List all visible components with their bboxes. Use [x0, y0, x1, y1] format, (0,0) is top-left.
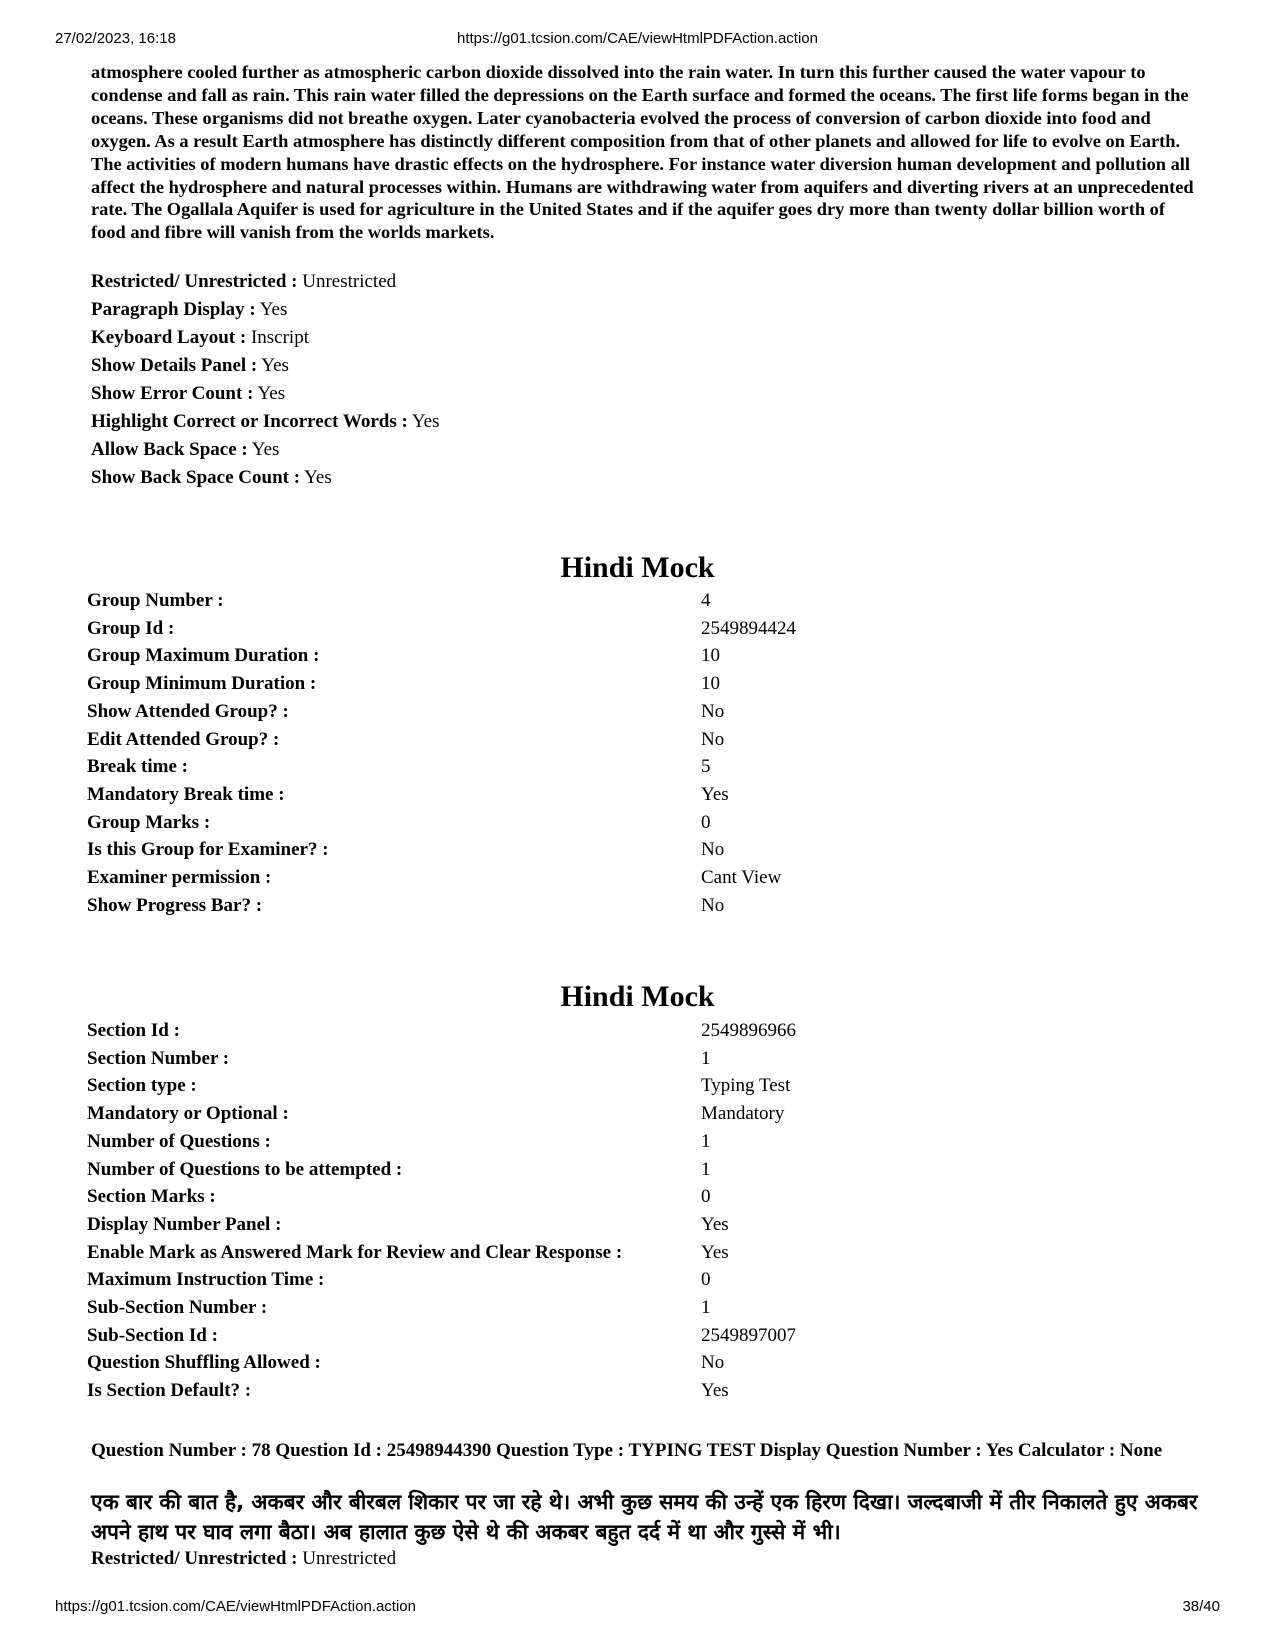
- row-value: Yes: [701, 1213, 729, 1235]
- setting-row: [91, 380, 440, 408]
- row-value: 0: [701, 811, 711, 833]
- row-label: Mandatory Break time :: [87, 783, 285, 805]
- row-label: Display Number Panel :: [87, 1213, 282, 1235]
- row-value: No: [701, 728, 725, 750]
- table-row: [87, 615, 796, 643]
- row-value: 0: [701, 1186, 711, 1208]
- print-datetime: 27/02/2023, 16:18: [55, 30, 176, 47]
- row-value: 2549897007: [701, 1324, 796, 1346]
- row-value: No: [701, 839, 725, 861]
- footer-url: https://g01.tcsion.com/CAE/viewHtmlPDFAction.action: [55, 1598, 416, 1615]
- passage-text: atmosphere cooled further as atmospheric carbon dioxide dissolved into the rain water. In turn this further caused the water vapour to condense and fall as rain. This rain water filled the depressions on the Earth surface and formed the oceans. The first life forms began in the oceans. These organisms did not breathe oxygen. Later cyanobacteria evolved the process of conversion of carbon dioxide into food and oxygen. As a result Earth atmosphere has distinctly different composition from that of other planets and allowed for life to evolve on Earth. The activities of modern humans have drastic effects on the hydrosphere. For instance water diversion human development and pollution all affect the hydrosphere and natural processes within. Humans are withdrawing water from aquifers and diverting rivers at an unprecedented rate. The Ogallala Aquifer is used for agriculture in the United States and if the aquifer goes dry more than twenty dollar billion worth of food and fibre will vanish from the worlds markets.: [91, 62, 1194, 243]
- table-row: [87, 1072, 796, 1100]
- row-value: 1: [701, 1130, 711, 1152]
- setting-row: [91, 268, 440, 296]
- table-row: [87, 642, 796, 670]
- setting-label: Show Error Count :: [91, 383, 254, 404]
- table-row: [87, 892, 796, 920]
- question-text: एक बार की बात है, अकबर और बीरबल शिकार पर जा रहे थे। अभी कुछ समय की उन्हें एक हिरण दिखा। जल्दबाजी में तीर निकालते हुए अकबर अपने हाथ पर घाव लगा बैठा। अब हालात कुछ ऐसे थे की अकबर बहुत दर्द में था और गुस्से में भी।: [91, 1490, 1198, 1544]
- setting-label: Show Back Space Count :: [91, 467, 301, 488]
- setting-value: Yes: [257, 383, 286, 404]
- setting-row: [91, 408, 440, 436]
- setting-value: Inscript: [250, 327, 309, 348]
- question-restricted-value: Unrestricted: [302, 1548, 397, 1569]
- setting-value: Yes: [411, 411, 440, 432]
- setting-value: Unrestricted: [302, 271, 397, 292]
- table-row: [87, 1211, 796, 1239]
- row-label: Break time :: [87, 756, 188, 778]
- table-row: [87, 1128, 796, 1156]
- setting-label: Allow Back Space :: [91, 439, 248, 460]
- table-row: [87, 1045, 796, 1073]
- question-restricted: [91, 1548, 396, 1570]
- setting-value: Yes: [251, 439, 280, 460]
- row-label: Section type :: [87, 1075, 197, 1097]
- section-title: Hindi Mock: [560, 980, 715, 1013]
- table-row: [87, 809, 796, 837]
- setting-value: Yes: [259, 299, 288, 320]
- row-label: Edit Attended Group? :: [87, 728, 280, 750]
- setting-value: Yes: [261, 355, 289, 376]
- table-row: [87, 1294, 796, 1322]
- table-row: [87, 587, 796, 615]
- setting-label: Paragraph Display :: [91, 299, 256, 320]
- row-value: Yes: [701, 1241, 729, 1263]
- group-table: [87, 587, 796, 919]
- row-label: Sub-Section Number :: [87, 1297, 268, 1319]
- row-label: Is Section Default? :: [87, 1380, 252, 1402]
- table-row: [87, 1017, 796, 1045]
- row-label: Section Marks :: [87, 1186, 216, 1208]
- row-label: Group Maximum Duration :: [87, 645, 320, 667]
- row-label: Group Marks :: [87, 811, 211, 833]
- row-label: Show Progress Bar? :: [87, 894, 263, 916]
- setting-label: Restricted/ Unrestricted :: [91, 271, 298, 292]
- setting-row: [91, 464, 440, 492]
- row-value: 4: [701, 590, 711, 611]
- table-row: [87, 1156, 796, 1184]
- row-value: Typing Test: [701, 1075, 791, 1097]
- row-value: 1: [701, 1297, 711, 1319]
- page-number: 38/40: [1182, 1598, 1220, 1615]
- row-value: No: [701, 1352, 725, 1374]
- print-url: https://g01.tcsion.com/CAE/viewHtmlPDFAction.action: [457, 30, 818, 47]
- row-label: Section Id :: [87, 1020, 180, 1041]
- table-row: [87, 726, 796, 754]
- table-row: [87, 1183, 796, 1211]
- setting-label: Show Details Panel :: [91, 355, 258, 376]
- row-label: Sub-Section Id :: [87, 1324, 218, 1346]
- table-row: [87, 753, 796, 781]
- row-label: Section Number :: [87, 1047, 230, 1069]
- row-value: Yes: [701, 1380, 729, 1402]
- row-label: Maximum Instruction Time :: [87, 1269, 325, 1291]
- setting-row: [91, 324, 440, 352]
- setting-row: [91, 436, 440, 464]
- row-label: Group Minimum Duration :: [87, 673, 317, 695]
- row-label: Group Number :: [87, 590, 224, 611]
- section-table: [87, 1017, 796, 1405]
- table-row: [87, 1266, 796, 1294]
- table-row: [87, 1239, 796, 1267]
- row-label: Enable Mark as Answered Mark for Review and Clear Response :: [87, 1241, 623, 1263]
- table-row: [87, 1377, 796, 1405]
- row-value: 2549894424: [701, 617, 796, 639]
- question-meta: Question Number : 78 Question Id : 25498944390 Question Type : TYPING TEST Display Question Number : Yes Calculator : None: [91, 1440, 1163, 1461]
- row-label: Is this Group for Examiner? :: [87, 839, 329, 861]
- settings-list: [91, 268, 440, 492]
- table-row: [87, 698, 796, 726]
- row-label: Show Attended Group? :: [87, 700, 289, 722]
- row-value: 10: [701, 673, 720, 695]
- table-row: [87, 1322, 796, 1350]
- row-value: No: [701, 894, 725, 916]
- row-label: Question Shuffling Allowed :: [87, 1352, 321, 1374]
- setting-row: [91, 296, 440, 324]
- row-value: 2549896966: [701, 1020, 796, 1041]
- row-label: Number of Questions :: [87, 1130, 271, 1152]
- row-value: Cant View: [701, 867, 782, 889]
- table-row: [87, 836, 796, 864]
- table-row: [87, 1349, 796, 1377]
- table-row: [87, 670, 796, 698]
- row-value: 5: [701, 756, 711, 778]
- setting-label: Keyboard Layout :: [91, 327, 247, 348]
- table-row: [87, 1100, 796, 1128]
- setting-value: Yes: [304, 467, 332, 488]
- row-value: 10: [701, 645, 720, 667]
- row-value: 0: [701, 1269, 711, 1291]
- row-label: Group Id :: [87, 617, 175, 639]
- row-label: Examiner permission :: [87, 867, 272, 889]
- setting-row: [91, 352, 440, 380]
- row-value: 1: [701, 1158, 711, 1180]
- table-row: [87, 781, 796, 809]
- row-value: Yes: [701, 783, 729, 805]
- group-title: Hindi Mock: [560, 551, 715, 584]
- row-value: No: [701, 700, 725, 722]
- row-value: Mandatory: [701, 1103, 785, 1125]
- question-restricted-label: Restricted/ Unrestricted :: [91, 1548, 298, 1569]
- row-label: Number of Questions to be attempted :: [87, 1158, 403, 1180]
- row-value: 1: [701, 1047, 711, 1069]
- table-row: [87, 864, 796, 892]
- row-label: Mandatory or Optional :: [87, 1103, 289, 1125]
- setting-label: Highlight Correct or Incorrect Words :: [91, 411, 408, 432]
